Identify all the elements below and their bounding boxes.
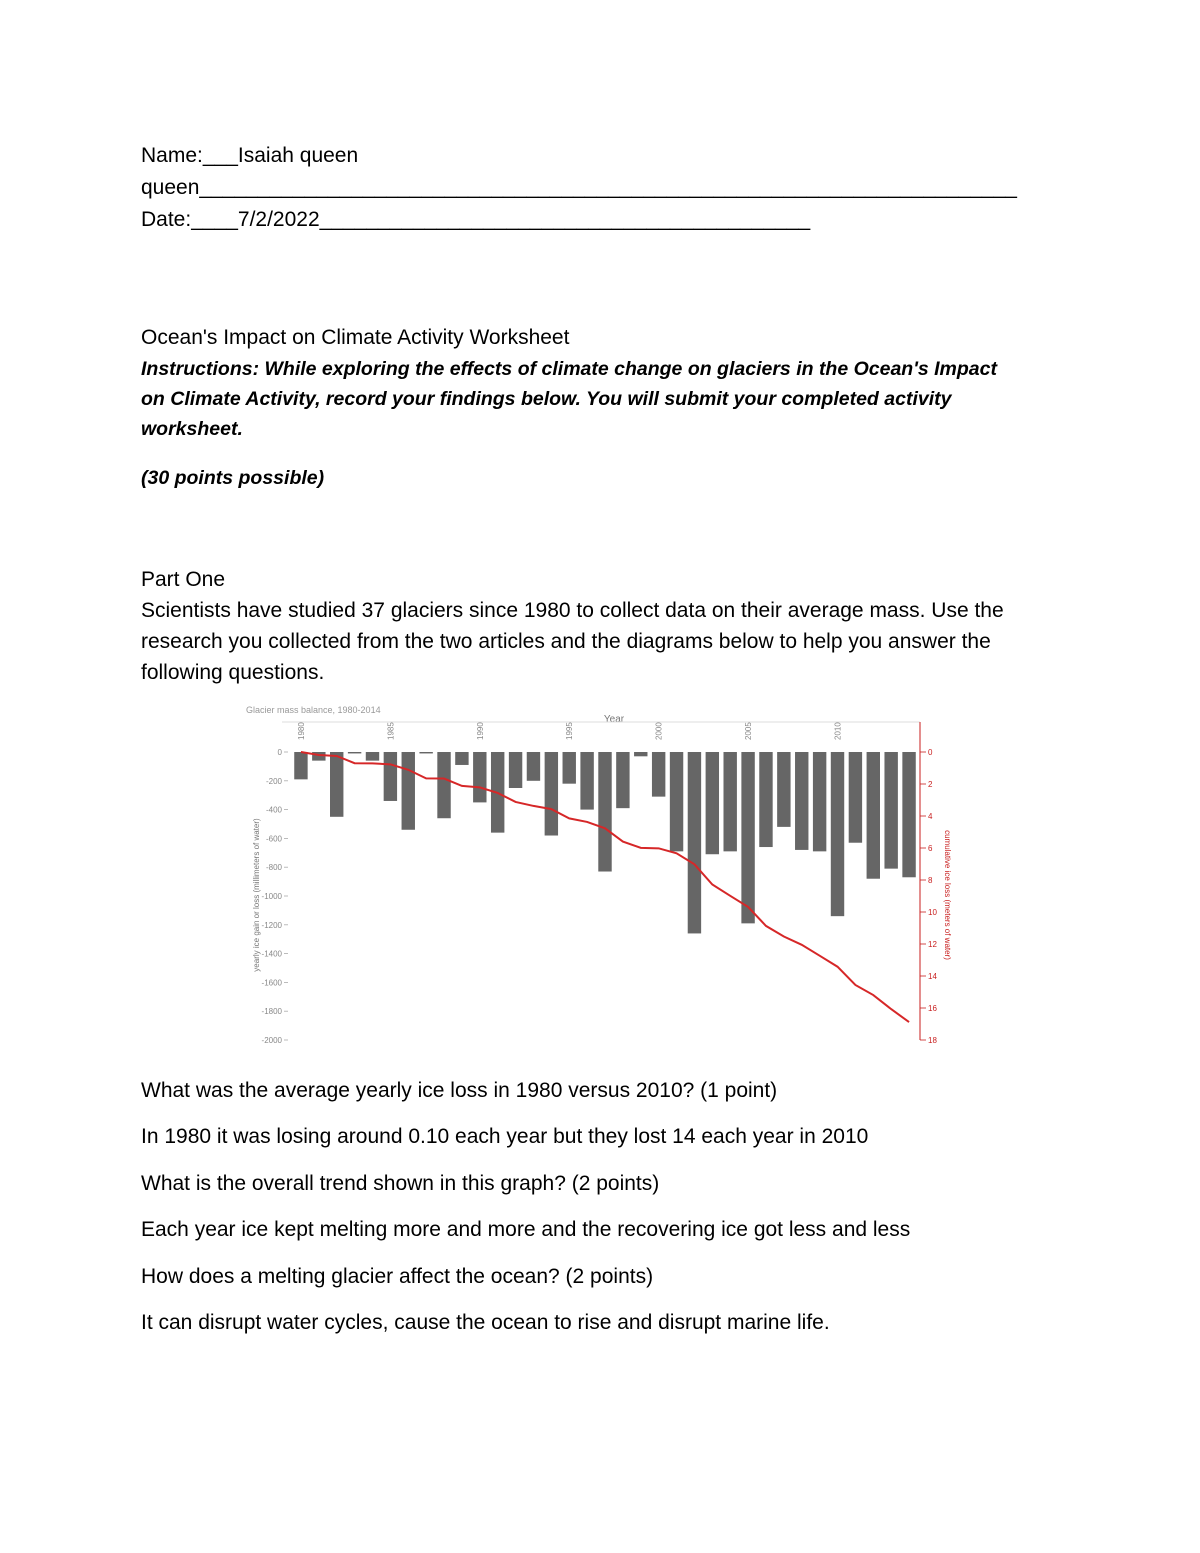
y2-tick-label: 18 <box>928 1036 937 1045</box>
part-one-intro-1: Scientists have studied 37 glaciers since 1980 to collect data on their average mass. Use the <box>141 599 1004 622</box>
bar <box>741 752 754 923</box>
bar <box>402 752 415 830</box>
chart-title: Glacier mass balance, 1980-2014 <box>246 705 381 715</box>
chart-y2-label: cumulative ice loss (meters of water) <box>943 830 952 960</box>
bar <box>795 752 808 850</box>
instructions-line-1: Instructions: While exploring the effects of climate change on glaciers in the Ocean's Impact <box>141 358 997 380</box>
bar <box>831 752 844 916</box>
bar <box>563 752 576 784</box>
x-tick-label: 2005 <box>744 722 754 740</box>
y2-tick-label: 12 <box>928 940 937 949</box>
y-tick-label: -1000 <box>261 892 282 901</box>
instructions-line-3: worksheet. <box>141 418 243 440</box>
bar <box>670 752 683 851</box>
y-tick-label: -1200 <box>261 920 282 930</box>
part-one-heading: Part One <box>141 568 226 591</box>
bar <box>867 752 880 879</box>
y2-tick-label: 4 <box>928 812 933 821</box>
bar <box>777 752 790 827</box>
y-tick-label: -1600 <box>261 978 282 988</box>
bar <box>348 752 361 753</box>
y2-tick-label: 6 <box>928 844 933 853</box>
bar <box>723 752 736 851</box>
y2-tick-label: 16 <box>928 1004 937 1013</box>
y-tick-label: -1400 <box>261 949 282 959</box>
part-one-intro-3: following questions. <box>141 661 325 684</box>
y-tick-label: -400 <box>265 805 282 815</box>
date-line: Date:____7/2/2022__________________________________________ <box>141 208 811 231</box>
y-tick-label: -1800 <box>261 1007 282 1017</box>
x-tick-label: 2010 <box>833 722 843 740</box>
y2-tick-label: 2 <box>928 780 933 789</box>
bar <box>706 752 719 854</box>
bar <box>884 752 897 869</box>
bar <box>294 752 307 779</box>
x-tick-label: 1985 <box>386 722 396 740</box>
answer-2: Each year ice kept melting more and more and the recovering ice got less and less <box>141 1218 911 1241</box>
x-tick-label: 1995 <box>565 722 575 740</box>
worksheet-title: Ocean's Impact on Climate Activity Worksheet <box>141 326 570 349</box>
bar <box>509 752 522 788</box>
x-tick-label: 1990 <box>475 722 485 740</box>
question-2: What is the overall trend shown in this graph? (2 points) <box>141 1172 660 1195</box>
part-one-intro-2: research you collected from the two articles and the diagrams below to help you answer the <box>141 630 991 653</box>
bar <box>813 752 826 851</box>
question-1: What was the average yearly ice loss in 1980 versus 2010? (1 point) <box>141 1079 778 1102</box>
x-tick-label: 1980 <box>296 722 306 740</box>
points-possible: (30 points possible) <box>141 467 325 489</box>
bar <box>598 752 611 872</box>
instructions-line-2: on Climate Activity, record your findings below. You will submit your completed activity <box>141 388 952 410</box>
bar <box>759 752 772 847</box>
bar <box>634 752 647 756</box>
answer-1: In 1980 it was losing around 0.10 each year but they lost 14 each year in 2010 <box>141 1125 869 1148</box>
y-tick-label: -600 <box>265 834 282 844</box>
question-3: How does a melting glacier affect the ocean? (2 points) <box>141 1265 654 1288</box>
name-line: Name:___Isaiah queen <box>141 144 359 167</box>
y-tick-label: -800 <box>265 863 282 873</box>
bar <box>473 752 486 802</box>
y-tick-label: -200 <box>265 776 282 786</box>
glacier-mass-balance-chart <box>230 700 960 1055</box>
y2-tick-label: 14 <box>928 972 937 981</box>
y2-tick-label: 8 <box>928 876 933 885</box>
chart-y-label: yearly ice gain or loss (millimeters of water) <box>252 818 261 972</box>
name-line-continued: queen______________________________________________________________________ <box>141 176 1017 199</box>
bar <box>455 752 468 765</box>
bar <box>419 752 432 753</box>
bar <box>366 752 379 761</box>
answer-3: It can disrupt water cycles, cause the ocean to rise and disrupt marine life. <box>141 1311 830 1334</box>
bar <box>652 752 665 797</box>
bar <box>527 752 540 781</box>
y-tick-label: 0 <box>277 748 282 757</box>
y2-tick-label: 0 <box>928 748 933 757</box>
bar <box>616 752 629 808</box>
bar <box>849 752 862 843</box>
bar <box>580 752 593 810</box>
chart-x-label: Year <box>603 714 625 725</box>
x-tick-label: 2000 <box>654 722 664 740</box>
bar <box>330 752 343 817</box>
bar <box>688 752 701 933</box>
y-tick-label: -2000 <box>261 1036 282 1045</box>
y2-tick-label: 10 <box>928 908 937 917</box>
bar <box>902 752 915 877</box>
bar <box>384 752 397 801</box>
bar <box>545 752 558 836</box>
bar <box>437 752 450 818</box>
